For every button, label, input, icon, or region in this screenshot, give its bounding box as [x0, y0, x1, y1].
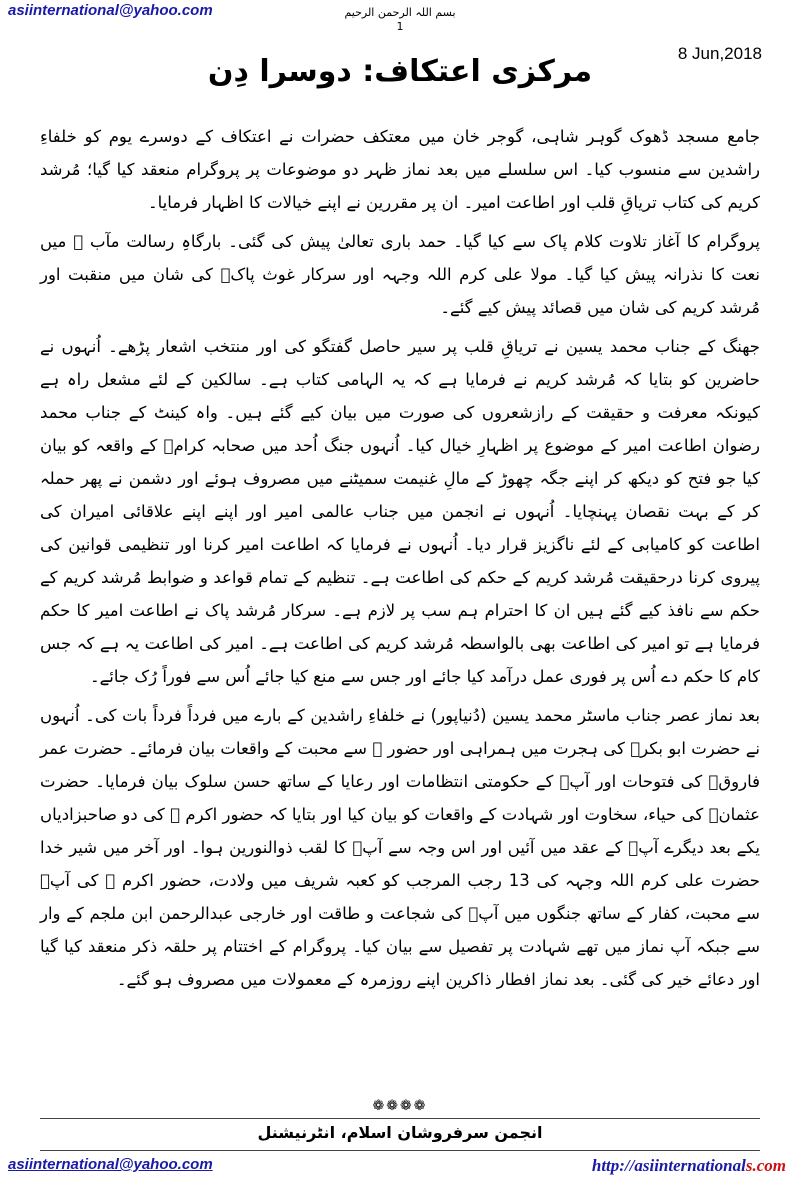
bismillah: بسم اللہ الرحمن الرحیم [344, 6, 456, 19]
url-accent: l [741, 1156, 746, 1175]
footer-website-link[interactable] [592, 1156, 786, 1176]
ornament-divider: ❁❁❁❁ [372, 1098, 428, 1114]
article-date: 8 Jun,2018 [677, 44, 762, 63]
page-number: 1 [396, 20, 404, 33]
url-accent-suffix: s.com [745, 1156, 786, 1175]
article-body [40, 120, 760, 1002]
footer-email-link[interactable]: asiinternational@yahoo.com [8, 1156, 213, 1173]
paragraph-intro: جامع مسجد ڈھوک گوہر شاہی، گوجر خان میں معتکف حضرات نے اعتکاف کے دوسرے یوم کو خلفاءِ راشدین سے منسوب کیا۔ اس سلسلے میں بعد نماز ظہر دو موضوعات پر پروگرام منعقد کیا گیا؛ مُرشد کریم کی کتاب تریاقِ قلب اور اطاعت امیر۔ ان پر مقررین نے اپنے خیالات کا اظہار فرمایا۔ [40, 127, 760, 212]
paragraph-opening: پروگرام کا آغاز تلاوت کلام پاک سے کیا گیا۔ حمد باری تعالیٰ پیش کی گئی۔ بارگاہِ رسالت مآب ﷺ میں نعت کا نذرانہ پیش کیا گیا۔ مولا علی کرم اللہ وجہہ اور سرکار غوث پاکؒ کی شان میں منقبت اور مُرشد کریم کی شان میں قصائد پیش کیے گئے۔ [40, 232, 760, 317]
footer-top-rule [40, 1118, 760, 1119]
paragraph-caliphs: بعد نماز عصر جناب ماسٹر محمد یسین (دُنیاپور) نے خلفاءِ راشدین کے بارے میں فرداً فرداً بات کی۔ اُنہوں نے حضرت ابو بکرؓ کی ہجرت میں ہمراہی اور حضور ﷺ سے محبت کے واقعات بیان فرمائے۔ حضرت عمر فاروقؓ کی فتوحات اور آپؓ کے حکومتی انتظامات اور رعایا کے ساتھ حسن سلوک بیان فرمایا۔ حضرت عثمانؓ کی حیاء، سخاوت اور شہادت کے واقعات کو بیان کیا اور بتایا کہ حضور اکرم ﷺ کی دو صاحبزادیاں یکے بعد دیگرے آپؓ کے عقد میں آئیں اور اس وجہ سے آپؓ کا لقب ذوالنورین ہوا۔ اور آخر میں شیر خدا حضرت علی کرم اللہ وجہہ کی 13 رجب المرجب کو کعبہ شریف میں ولادت، حضور اکرم ﷺ کی آپؓ سے محبت، کفار کے ساتھ جنگوں میں آپؓ کی شجاعت و طاقت اور خارجی عبدالرحمن ابن ملجم کے وار سے جبکہ آپ نماز میں تھے شہادت پر تفصیل سے بیان کیا۔ پروگرام کے اختتام پر حلقہ ذکر منعقد کیا گیا اور دعائے خیر کی گئی۔ بعد نماز افطار ذاکرین اپنے روزمرہ کے معمولات میں مصروف ہو گئے۔ [40, 706, 760, 989]
footer-bottom-rule [40, 1150, 760, 1151]
header-email[interactable]: asiinternational@yahoo.com [8, 2, 213, 19]
url-prefix: http://asiinternationa [591, 1156, 742, 1175]
article-title: مرکزی اعتکاف: دوسرا دِن [207, 54, 593, 89]
organization-name: انجمن سرفروشان اسلام، انٹرنیشنل [257, 1123, 543, 1142]
paragraph-speeches: جھنگ کے جناب محمد یسین نے تریاقِ قلب پر سیر حاصل گفتگو کی اور منتخب اشعار پڑھے۔ اُنہوں نے حاضرین کو بتایا کہ مُرشد کریم نے فرمایا ہے کہ یہ الہامی کتاب ہے۔ سالکین کے لئے مشعل راہ ہے کیونکہ معرفت و حقیقت کے رازشعروں کی صورت میں بیان کیے گئے ہیں۔ واہ کینٹ کے جناب محمد رضوان اطاعت امیر کے موضوع پر اظہارِ خیال کیا۔ اُنہوں جنگ اُحد میں صحابہ کرامؓ کے واقعہ کو بیان کیا جو فتح کو دیکھ کر اپنے جگہ چھوڑ کے مالِ غنیمت سمیٹنے میں مصروف ہوئے اور دشمن نے پھر حملہ کر کے بہت نقصان پہنچایا۔ اُنہوں نے انجمن میں جناب عالمی امیر اور اپنے اپنے علاقائی امیران کی اطاعت کو کامیابی کے لئے ناگزیز قرار دیا۔ اُنہوں نے فرمایا کہ اطاعت امیر کرنا اور تنظیمی قوانین کی پیروی کرنا درحقیقت مُرشد کریم کے حکم کی اطاعت ہے۔ تنظیم کے تمام قواعد و ضوابط مُرشد کریم کے حکم سے نافذ کیے گئے ہیں ان کا احترام ہم سب پر لازم ہے۔ سرکار مُرشد پاک نے اطاعت امیر کا حکم فرمایا ہے تو امیر کی اطاعت بھی بالواسطہ مُرشد کریم کی اطاعت ہے۔ امیر کی اطاعت یہ ہے کہ جس کام کا حکم دے اُس پر فوری عمل درآمد کیا جائے اور جس سے منع کیا جائے اُس سے فوراً رُک جائے۔ [40, 337, 760, 686]
